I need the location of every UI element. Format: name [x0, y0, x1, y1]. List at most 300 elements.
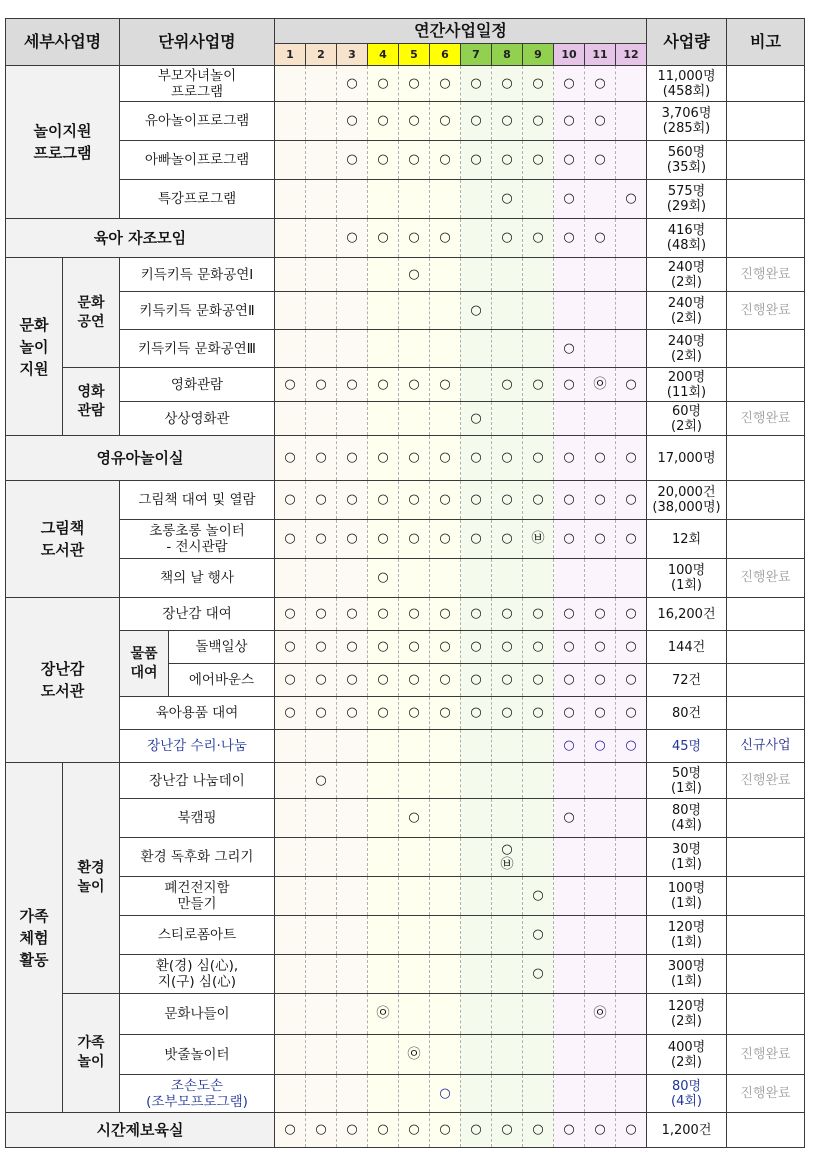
note-cell	[727, 330, 805, 368]
schedule-cell-month-11	[585, 368, 616, 402]
schedule-cell-month-12	[616, 481, 647, 520]
schedule-cell-month-10	[554, 664, 585, 697]
detail-program-cell: 장난감 도서관	[6, 598, 120, 763]
schedule-cell-month-2	[306, 330, 337, 368]
schedule-cell-month-7	[461, 799, 492, 838]
schedule-cell-month-7	[461, 955, 492, 994]
schedule-cell-month-3	[337, 481, 368, 520]
schedule-cell-month-8	[492, 368, 523, 402]
schedule-cell-month-2	[306, 1113, 337, 1148]
schedule-cell-month-8	[492, 520, 523, 559]
schedule-cell-month-10	[554, 1113, 585, 1148]
schedule-cell-month-3	[337, 180, 368, 219]
schedule-cell-month-3	[337, 877, 368, 916]
amount-cell: 50명 (1회)	[647, 763, 727, 799]
schedule-cell-month-11	[585, 559, 616, 598]
schedule-mark: ○	[625, 450, 637, 465]
schedule-mark: ○	[470, 705, 482, 720]
schedule-cell-month-2	[306, 402, 337, 436]
program-title: 영유아놀이실	[6, 436, 275, 481]
schedule-cell-month-2	[306, 1035, 337, 1075]
schedule-cell-month-8	[492, 664, 523, 697]
schedule-cell-month-3	[337, 102, 368, 141]
schedule-cell-month-6	[430, 102, 461, 141]
schedule-cell-month-3	[337, 66, 368, 102]
schedule-mark: ○	[315, 606, 327, 621]
schedule-cell-month-8	[492, 436, 523, 481]
table-row	[6, 877, 805, 916]
schedule-cell-month-10	[554, 481, 585, 520]
table-row	[6, 559, 805, 598]
unit-program-cell: 그림책 대여 및 열람	[120, 481, 275, 520]
table-row	[6, 330, 805, 368]
schedule-cell-month-11	[585, 763, 616, 799]
schedule-mark: ○	[377, 639, 389, 654]
note-cell	[727, 180, 805, 219]
schedule-mark: ○	[439, 152, 451, 167]
schedule-mark: ○	[563, 639, 575, 654]
schedule-mark: ○	[439, 606, 451, 621]
schedule-cell-month-8	[492, 559, 523, 598]
schedule-mark: ○	[346, 492, 358, 507]
schedule-mark: ○	[315, 772, 327, 788]
unit-program-cell: 키득키득 문화공연Ⅲ	[120, 330, 275, 368]
schedule-cell-month-4	[368, 877, 399, 916]
schedule-cell-month-7	[461, 838, 492, 877]
schedule-cell-month-4	[368, 66, 399, 102]
schedule-cell-month-10	[554, 520, 585, 559]
schedule-cell-month-4	[368, 559, 399, 598]
amount-cell: 45명	[647, 730, 727, 763]
schedule-mark: ○	[377, 1122, 389, 1137]
schedule-mark: ○	[439, 230, 451, 245]
detail-program-cell: 그림책 도서관	[6, 481, 120, 598]
schedule-mark: ○	[439, 376, 451, 392]
schedule-cell-month-12	[616, 1075, 647, 1113]
schedule-cell-month-4	[368, 664, 399, 697]
schedule-mark: ○ ㉥	[500, 841, 514, 872]
sub-category-cell: 문화 공연	[63, 258, 120, 368]
detail-program-cell: 가족 체험 활동	[6, 763, 63, 1113]
schedule-cell-month-9	[523, 520, 554, 559]
schedule-cell-month-2	[306, 877, 337, 916]
schedule-cell-month-10	[554, 730, 585, 763]
schedule-cell-month-8	[492, 1113, 523, 1148]
schedule-mark: ○	[532, 606, 544, 621]
schedule-cell-month-4	[368, 631, 399, 664]
header-unit: 단위사업명	[120, 19, 275, 66]
schedule-cell-month-11	[585, 916, 616, 955]
table-row	[6, 180, 805, 219]
table-row	[6, 955, 805, 994]
amount-cell: 80명 (4회)	[647, 1075, 727, 1113]
schedule-mark: ○	[594, 230, 606, 245]
schedule-cell-month-12	[616, 141, 647, 180]
schedule-cell-month-1	[275, 368, 306, 402]
schedule-mark: ○	[346, 606, 358, 621]
schedule-cell-month-9	[523, 141, 554, 180]
schedule-cell-month-8	[492, 763, 523, 799]
schedule-mark: ○	[501, 450, 513, 465]
schedule-cell-month-3	[337, 1035, 368, 1075]
schedule-cell-month-5	[399, 631, 430, 664]
schedule-cell-month-7	[461, 481, 492, 520]
schedule-mark: ○	[594, 738, 606, 753]
schedule-cell-month-5	[399, 330, 430, 368]
schedule-mark: ○	[501, 531, 513, 546]
table-row	[6, 102, 805, 141]
schedule-cell-month-12	[616, 559, 647, 598]
schedule-mark: ○	[377, 376, 389, 392]
sub-category-cell: 가족 놀이	[63, 994, 120, 1113]
schedule-mark: ○	[284, 450, 296, 465]
schedule-cell-month-6	[430, 916, 461, 955]
program-title: 육아 자조모임	[6, 219, 275, 258]
schedule-cell-month-11	[585, 141, 616, 180]
header-row	[6, 19, 805, 44]
schedule-cell-month-9	[523, 1035, 554, 1075]
unit-program-cell: 아빠놀이프로그램	[120, 141, 275, 180]
table-row	[6, 838, 805, 877]
table-row	[6, 520, 805, 559]
schedule-mark: ○	[377, 606, 389, 621]
schedule-cell-month-7	[461, 102, 492, 141]
schedule-mark: ○	[594, 450, 606, 465]
schedule-cell-month-2	[306, 66, 337, 102]
schedule-mark: ○	[315, 450, 327, 465]
schedule-mark: ○	[625, 1122, 637, 1137]
schedule-mark: ○	[470, 531, 482, 546]
unit-program-cell: 키득키득 문화공연Ⅰ	[120, 258, 275, 292]
schedule-cell-month-9	[523, 664, 554, 697]
schedule-cell-month-6	[430, 292, 461, 330]
schedule-cell-month-3	[337, 402, 368, 436]
schedule-mark: ○	[377, 531, 389, 546]
schedule-mark: ㉥	[531, 531, 545, 546]
schedule-cell-month-4	[368, 838, 399, 877]
schedule-cell-month-3	[337, 916, 368, 955]
schedule-cell-month-10	[554, 916, 585, 955]
schedule-cell-month-1	[275, 631, 306, 664]
schedule-cell-month-12	[616, 66, 647, 102]
schedule-cell-month-2	[306, 180, 337, 219]
schedule-mark: ○	[594, 531, 606, 546]
schedule-mark: ○	[594, 1122, 606, 1137]
table-row	[6, 481, 805, 520]
schedule-cell-month-7	[461, 730, 492, 763]
schedule-mark: ○	[532, 888, 544, 903]
schedule-cell-month-11	[585, 436, 616, 481]
schedule-cell-month-6	[430, 559, 461, 598]
unit-program-cell: 스티로폼아트	[120, 916, 275, 955]
schedule-cell-month-2	[306, 955, 337, 994]
schedule-cell-month-5	[399, 219, 430, 258]
schedule-mark: ○	[470, 302, 482, 318]
schedule-cell-month-5	[399, 436, 430, 481]
schedule-cell-month-12	[616, 838, 647, 877]
schedule-cell-month-7	[461, 258, 492, 292]
table-row	[6, 258, 805, 292]
month-header-9: 9	[523, 44, 554, 66]
schedule-cell-month-8	[492, 598, 523, 631]
schedule-mark: ○	[563, 1122, 575, 1137]
schedule-cell-month-1	[275, 838, 306, 877]
schedule-cell-month-10	[554, 1035, 585, 1075]
schedule-cell-month-2	[306, 481, 337, 520]
schedule-cell-month-11	[585, 838, 616, 877]
schedule-cell-month-11	[585, 258, 616, 292]
schedule-mark: ㉧	[407, 1046, 421, 1062]
unit-program-cell: 환경 독후화 그리기	[120, 838, 275, 877]
program-title: 시간제보육실	[6, 1113, 275, 1148]
schedule-cell-month-6	[430, 955, 461, 994]
schedule-mark: ○	[315, 531, 327, 546]
schedule-mark: ○	[470, 606, 482, 621]
note-cell	[727, 368, 805, 402]
schedule-cell-month-12	[616, 664, 647, 697]
schedule-cell-month-7	[461, 219, 492, 258]
schedule-cell-month-12	[616, 994, 647, 1035]
schedule-cell-month-8	[492, 292, 523, 330]
schedule-mark: ○	[346, 450, 358, 465]
schedule-cell-month-11	[585, 955, 616, 994]
schedule-cell-month-9	[523, 219, 554, 258]
schedule-cell-month-2	[306, 436, 337, 481]
schedule-cell-month-7	[461, 697, 492, 730]
schedule-cell-month-2	[306, 799, 337, 838]
schedule-cell-month-9	[523, 481, 554, 520]
schedule-cell-month-3	[337, 631, 368, 664]
schedule-cell-month-11	[585, 1035, 616, 1075]
schedule-mark: ○	[284, 705, 296, 720]
schedule-cell-month-1	[275, 219, 306, 258]
note-cell: 진행완료	[727, 258, 805, 292]
schedule-cell-month-5	[399, 1075, 430, 1113]
schedule-mark: ○	[315, 1122, 327, 1137]
schedule-cell-month-2	[306, 916, 337, 955]
schedule-cell-month-10	[554, 697, 585, 730]
note-cell	[727, 799, 805, 838]
schedule-cell-month-1	[275, 697, 306, 730]
schedule-cell-month-7	[461, 141, 492, 180]
schedule-cell-month-2	[306, 520, 337, 559]
schedule-cell-month-12	[616, 436, 647, 481]
schedule-cell-month-6	[430, 436, 461, 481]
schedule-cell-month-11	[585, 631, 616, 664]
table-row	[6, 598, 805, 631]
schedule-cell-month-10	[554, 955, 585, 994]
schedule-cell-month-2	[306, 994, 337, 1035]
schedule-cell-month-7	[461, 877, 492, 916]
schedule-cell-month-3	[337, 141, 368, 180]
schedule-mark: ○	[284, 639, 296, 654]
schedule-cell-month-5	[399, 1035, 430, 1075]
schedule-cell-month-4	[368, 520, 399, 559]
schedule-cell-month-7	[461, 664, 492, 697]
amount-cell: 17,000명	[647, 436, 727, 481]
schedule-cell-month-7	[461, 598, 492, 631]
schedule-cell-month-11	[585, 1075, 616, 1113]
schedule-cell-month-1	[275, 481, 306, 520]
sub-category-cell: 물품 대여	[120, 631, 169, 697]
schedule-mark: ㉧	[376, 1006, 390, 1021]
schedule-cell-month-1	[275, 994, 306, 1035]
schedule-cell-month-2	[306, 292, 337, 330]
schedule-cell-month-3	[337, 1113, 368, 1148]
amount-cell: 400명 (2회)	[647, 1035, 727, 1075]
note-cell	[727, 994, 805, 1035]
schedule-cell-month-12	[616, 1113, 647, 1148]
schedule-cell-month-4	[368, 994, 399, 1035]
schedule-mark: ○	[501, 606, 513, 621]
amount-cell: 120명 (2회)	[647, 994, 727, 1035]
schedule-mark: ○	[563, 376, 575, 392]
schedule-mark: ○	[408, 492, 420, 507]
schedule-mark: ○	[625, 606, 637, 621]
schedule-cell-month-4	[368, 481, 399, 520]
schedule-cell-month-4	[368, 102, 399, 141]
schedule-mark: ○	[501, 672, 513, 687]
schedule-cell-month-11	[585, 799, 616, 838]
schedule-cell-month-3	[337, 436, 368, 481]
schedule-cell-month-2	[306, 559, 337, 598]
schedule-mark: ○	[346, 376, 358, 392]
schedule-mark: ○	[408, 1122, 420, 1137]
schedule-mark: ○	[284, 492, 296, 507]
amount-cell: 12회	[647, 520, 727, 559]
schedule-cell-month-11	[585, 877, 616, 916]
schedule-cell-month-3	[337, 598, 368, 631]
unit-program-cell: 영화관람	[120, 368, 275, 402]
schedule-body	[6, 19, 805, 1148]
schedule-cell-month-2	[306, 1075, 337, 1113]
schedule-cell-month-12	[616, 102, 647, 141]
table-row	[6, 994, 805, 1035]
unit-program-cell: 문화나들이	[120, 994, 275, 1035]
amount-cell: 144건	[647, 631, 727, 664]
unit-program-cell: 책의 날 행사	[120, 559, 275, 598]
schedule-cell-month-4	[368, 219, 399, 258]
schedule-mark: ○	[625, 639, 637, 654]
table-row	[6, 292, 805, 330]
schedule-mark: ○	[377, 230, 389, 245]
schedule-cell-month-10	[554, 631, 585, 664]
amount-cell: 72건	[647, 664, 727, 697]
schedule-mark: ○	[532, 450, 544, 465]
amount-cell: 200명 (11회)	[647, 368, 727, 402]
schedule-cell-month-7	[461, 1113, 492, 1148]
schedule-cell-month-6	[430, 402, 461, 436]
schedule-cell-month-8	[492, 1035, 523, 1075]
schedule-mark: ○	[346, 230, 358, 245]
schedule-cell-month-11	[585, 520, 616, 559]
schedule-cell-month-9	[523, 368, 554, 402]
schedule-cell-month-6	[430, 481, 461, 520]
unit-program-cell: 특강프로그램	[120, 180, 275, 219]
schedule-mark: ○	[408, 450, 420, 465]
schedule-cell-month-5	[399, 664, 430, 697]
schedule-cell-month-7	[461, 180, 492, 219]
schedule-cell-month-5	[399, 520, 430, 559]
schedule-cell-month-9	[523, 838, 554, 877]
schedule-cell-month-10	[554, 994, 585, 1035]
schedule-cell-month-2	[306, 368, 337, 402]
schedule-cell-month-6	[430, 1035, 461, 1075]
schedule-cell-month-7	[461, 368, 492, 402]
schedule-mark: ○	[470, 1122, 482, 1137]
table-row	[6, 697, 805, 730]
schedule-cell-month-8	[492, 402, 523, 436]
amount-cell: 60명 (2회)	[647, 402, 727, 436]
schedule-cell-month-1	[275, 730, 306, 763]
schedule-mark: ○	[346, 531, 358, 546]
schedule-cell-month-3	[337, 799, 368, 838]
schedule-cell-month-4	[368, 955, 399, 994]
schedule-mark: ○	[625, 492, 637, 507]
schedule-mark: ○	[563, 738, 575, 753]
schedule-cell-month-9	[523, 402, 554, 436]
schedule-mark: ○	[470, 410, 482, 426]
schedule-cell-month-8	[492, 180, 523, 219]
schedule-cell-month-10	[554, 1075, 585, 1113]
schedule-mark: ○	[408, 672, 420, 687]
schedule-mark: ○	[470, 492, 482, 507]
amount-cell: 80건	[647, 697, 727, 730]
schedule-cell-month-11	[585, 730, 616, 763]
schedule-cell-month-9	[523, 994, 554, 1035]
schedule-cell-month-3	[337, 955, 368, 994]
schedule-cell-month-4	[368, 292, 399, 330]
schedule-cell-month-6	[430, 1113, 461, 1148]
schedule-cell-month-1	[275, 1113, 306, 1148]
schedule-cell-month-7	[461, 330, 492, 368]
unit-program-cell: 폐건전지함 만들기	[120, 877, 275, 916]
schedule-cell-month-11	[585, 994, 616, 1035]
schedule-mark: ○	[439, 1085, 451, 1101]
schedule-cell-month-2	[306, 838, 337, 877]
schedule-cell-month-4	[368, 1113, 399, 1148]
note-cell	[727, 219, 805, 258]
schedule-mark: ○	[408, 75, 420, 91]
schedule-cell-month-11	[585, 664, 616, 697]
schedule-cell-month-1	[275, 102, 306, 141]
schedule-cell-month-7	[461, 994, 492, 1035]
schedule-mark: ㉧	[593, 1006, 607, 1021]
schedule-cell-month-8	[492, 877, 523, 916]
schedule-cell-month-3	[337, 994, 368, 1035]
schedule-cell-month-4	[368, 141, 399, 180]
month-header-7: 7	[461, 44, 492, 66]
schedule-mark: ○	[346, 705, 358, 720]
schedule-cell-month-7	[461, 631, 492, 664]
schedule-cell-month-3	[337, 258, 368, 292]
schedule-mark: ○	[532, 113, 544, 128]
schedule-cell-month-1	[275, 292, 306, 330]
schedule-mark: ○	[470, 672, 482, 687]
schedule-cell-month-6	[430, 141, 461, 180]
schedule-cell-month-3	[337, 664, 368, 697]
schedule-mark: ○	[284, 1122, 296, 1137]
amount-cell: 100명 (1회)	[647, 559, 727, 598]
schedule-cell-month-3	[337, 219, 368, 258]
schedule-cell-month-11	[585, 180, 616, 219]
month-header-2: 2	[306, 44, 337, 66]
schedule-cell-month-3	[337, 763, 368, 799]
schedule-cell-month-5	[399, 955, 430, 994]
schedule-cell-month-4	[368, 402, 399, 436]
note-cell	[727, 436, 805, 481]
schedule-mark: ○	[315, 672, 327, 687]
